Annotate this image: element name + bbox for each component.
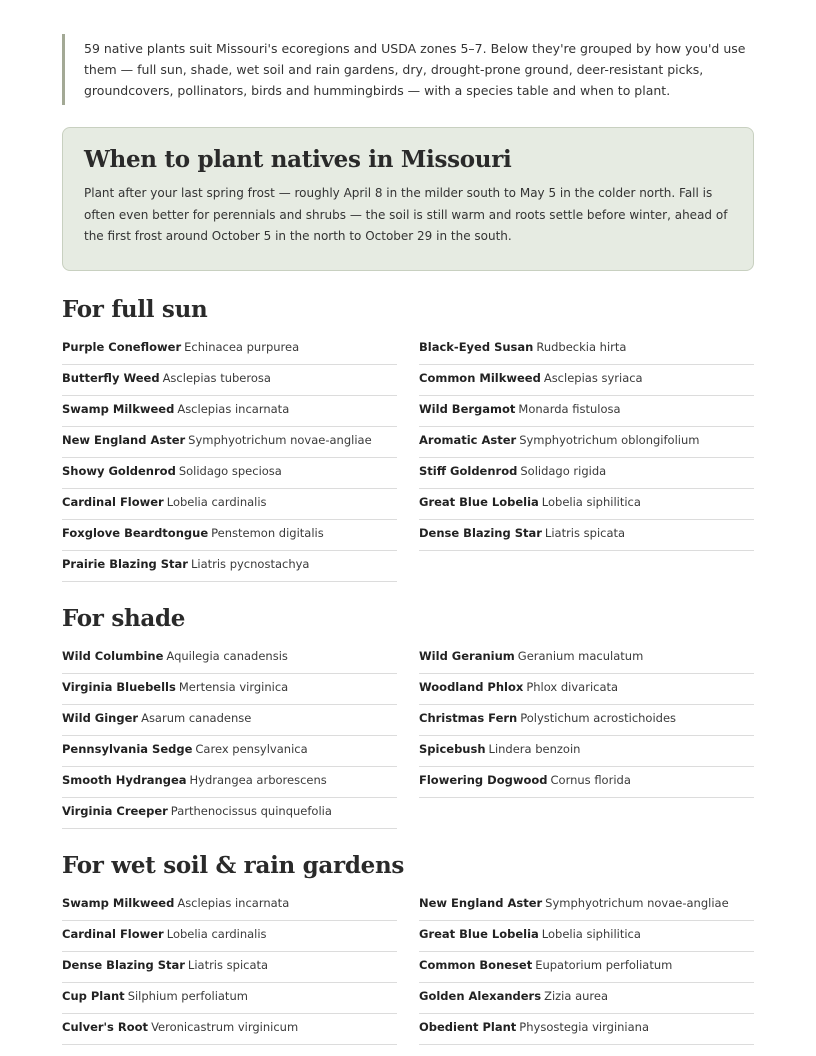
plant-item <box>62 983 397 1014</box>
plant-latin-name: Hydrangea arborescens <box>189 772 327 787</box>
plant-common-name: Cardinal Flower <box>62 926 164 941</box>
plant-item <box>419 952 754 983</box>
plant-latin-name: Asclepias incarnata <box>177 401 290 416</box>
intro-blockquote: 59 native plants suit Missouri's ecoregions and USDA zones 5–7. Below they're grouped by how you'd use them — full sun, shade, wet soil and rain gardens, dry, drought-prone ground, deer-resistant picks, groundcovers, pollinators, birds and hummingbirds — with a species table and when to plant. <box>62 34 754 105</box>
plant-common-name: Aromatic Aster <box>419 432 517 447</box>
plant-item <box>419 921 754 952</box>
plant-common-name: Virginia Bluebells <box>62 679 176 694</box>
plant-item <box>419 489 754 520</box>
plant-common-name: New England Aster <box>419 895 543 910</box>
plant-item <box>62 952 397 983</box>
plant-latin-name: Liatris spicata <box>187 957 269 972</box>
plant-latin-name: Liatris pycnostachya <box>190 556 310 571</box>
plant-common-name: Butterfly Weed <box>62 370 160 385</box>
section-full-sun <box>62 295 754 582</box>
plant-common-name: Common Milkweed <box>419 370 541 385</box>
plant-latin-name: Cornus florida <box>550 772 631 787</box>
plant-item <box>62 551 397 582</box>
plant-latin-name: Liatris spicata <box>544 525 626 540</box>
section-title: For full sun <box>62 295 208 323</box>
plant-item <box>419 520 754 551</box>
plant-common-name: Wild Geranium <box>419 648 515 663</box>
plant-item <box>419 890 754 921</box>
plant-common-name: Wild Columbine <box>62 648 164 663</box>
plant-common-name: Wild Ginger <box>62 710 139 725</box>
plant-latin-name: Symphyotrichum oblongifolium <box>519 432 700 447</box>
plant-item <box>62 674 397 705</box>
plant-latin-name: Eupatorium perfoliatum <box>535 957 673 972</box>
plant-latin-name: Solidago rigida <box>520 463 607 478</box>
plant-common-name: Showy Goldenrod <box>62 463 176 478</box>
plant-common-name: Swamp Milkweed <box>62 895 175 910</box>
plant-item <box>419 983 754 1014</box>
plant-common-name: Great Blue Lobelia <box>419 926 539 941</box>
plant-common-name: Common Boneset <box>419 957 533 972</box>
plant-item <box>62 767 397 798</box>
plant-latin-name: Lobelia cardinalis <box>166 494 267 509</box>
plant-latin-name: Asclepias incarnata <box>177 895 290 910</box>
plant-item <box>62 921 397 952</box>
plant-latin-name: Echinacea purpurea <box>184 339 300 354</box>
plant-common-name: Cup Plant <box>62 988 125 1003</box>
plant-common-name: Black-Eyed Susan <box>419 339 534 354</box>
plant-latin-name: Parthenocissus quinquefolia <box>170 803 332 818</box>
plant-latin-name: Zizia aurea <box>544 988 609 1003</box>
plant-latin-name: Monarda fistulosa <box>518 401 621 416</box>
plant-latin-name: Lobelia siphilitica <box>541 926 641 941</box>
plant-item <box>419 458 754 489</box>
plant-latin-name: Rudbeckia hirta <box>536 339 627 354</box>
plant-latin-name: Asclepias tuberosa <box>162 370 271 385</box>
plant-latin-name: Physostegia virginiana <box>519 1019 650 1034</box>
plant-common-name: Great Blue Lobelia <box>419 494 539 509</box>
plant-common-name: Purple Coneflower <box>62 339 182 354</box>
plant-common-name: New England Aster <box>62 432 186 447</box>
callout-body: Plant after your last spring frost — roughly April 8 in the milder south to May 5 in the colder north. Fall is often even better for perennials and shrubs — the soil is still warm and roots settle before winter, ahead of the first frost around October 5 in the north to October 29 in the south. <box>84 186 728 243</box>
plant-latin-name: Polystichum acrostichoides <box>520 710 677 725</box>
plant-common-name: Woodland Phlox <box>419 679 524 694</box>
plant-latin-name: Lobelia siphilitica <box>541 494 641 509</box>
plant-item <box>419 643 754 674</box>
callout-title: When to plant natives in Missouri <box>84 146 512 173</box>
plant-common-name: Smooth Hydrangea <box>62 772 187 787</box>
plant-item <box>62 520 397 551</box>
section-title: For shade <box>62 604 186 632</box>
plant-item <box>62 427 397 458</box>
plant-common-name: Dense Blazing Star <box>62 957 185 972</box>
plant-item <box>419 767 754 798</box>
plant-common-name: Obedient Plant <box>419 1019 517 1034</box>
plant-latin-name: Carex pensylvanica <box>195 741 308 756</box>
section-wet-soil <box>62 851 754 1045</box>
plant-latin-name: Veronicastrum virginicum <box>151 1019 299 1034</box>
plant-item <box>419 365 754 396</box>
plant-common-name: Dense Blazing Star <box>419 525 542 540</box>
plant-latin-name: Asarum canadense <box>141 710 252 725</box>
plant-common-name: Virginia Creeper <box>62 803 168 818</box>
plant-latin-name: Asclepias syriaca <box>543 370 643 385</box>
plant-item <box>62 396 397 427</box>
plant-item <box>62 489 397 520</box>
plant-latin-name: Mertensia virginica <box>178 679 289 694</box>
plant-common-name: Prairie Blazing Star <box>62 556 188 571</box>
plant-list <box>62 334 754 582</box>
plant-common-name: Foxglove Beardtongue <box>62 525 209 540</box>
plant-common-name: Flowering Dogwood <box>419 772 548 787</box>
plant-common-name: Swamp Milkweed <box>62 401 175 416</box>
plant-item <box>419 736 754 767</box>
plant-common-name: Cardinal Flower <box>62 494 164 509</box>
plant-item <box>419 396 754 427</box>
plant-common-name: Christmas Fern <box>419 710 518 725</box>
plant-item <box>419 1014 754 1045</box>
plant-common-name: Wild Bergamot <box>419 401 516 416</box>
planting-time-callout <box>62 127 754 271</box>
plant-latin-name: Solidago speciosa <box>178 463 282 478</box>
plant-item <box>62 458 397 489</box>
section-title: For wet soil & rain gardens <box>62 851 405 879</box>
plant-latin-name: Lobelia cardinalis <box>166 926 267 941</box>
plant-item <box>419 674 754 705</box>
plant-item <box>62 334 397 365</box>
plant-latin-name: Penstemon digitalis <box>211 525 324 540</box>
plant-item <box>419 705 754 736</box>
plant-item <box>62 798 397 829</box>
plant-latin-name: Symphyotrichum novae-angliae <box>188 432 372 447</box>
plant-item <box>419 427 754 458</box>
plant-common-name: Golden Alexanders <box>419 988 542 1003</box>
plant-item <box>419 334 754 365</box>
plant-latin-name: Aquilegia canadensis <box>166 648 288 663</box>
plant-list <box>62 890 754 1045</box>
plant-latin-name: Geranium maculatum <box>517 648 644 663</box>
plant-latin-name: Phlox divaricata <box>526 679 619 694</box>
plant-item <box>62 643 397 674</box>
plant-item <box>62 365 397 396</box>
section-shade <box>62 604 754 829</box>
plant-item <box>62 890 397 921</box>
plant-item <box>62 705 397 736</box>
plant-common-name: Culver's Root <box>62 1019 149 1034</box>
plant-latin-name: Lindera benzoin <box>488 741 581 756</box>
plant-list <box>62 643 754 829</box>
plant-item <box>62 1014 397 1045</box>
plant-common-name: Stiff Goldenrod <box>419 463 518 478</box>
plant-item <box>62 736 397 767</box>
plant-common-name: Spicebush <box>419 741 486 756</box>
page-content <box>62 0 754 1045</box>
plant-latin-name: Symphyotrichum novae-angliae <box>545 895 729 910</box>
plant-latin-name: Silphium perfoliatum <box>127 988 248 1003</box>
plant-common-name: Pennsylvania Sedge <box>62 741 193 756</box>
